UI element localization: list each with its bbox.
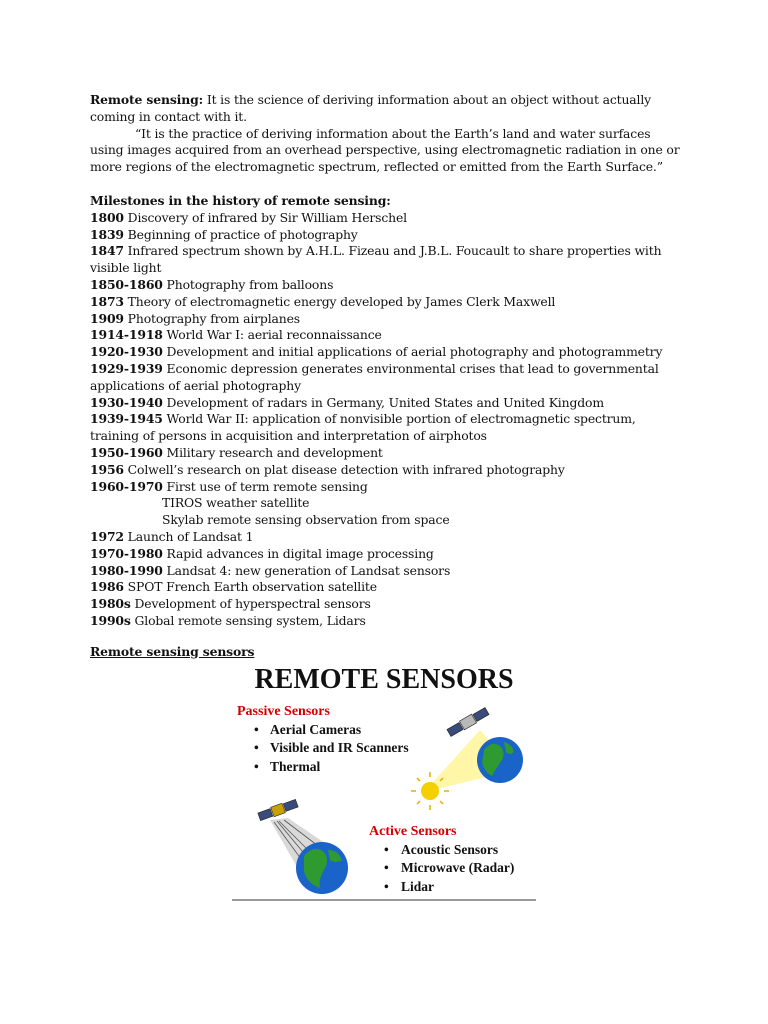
- active-item: Lidar: [401, 879, 435, 894]
- milestone-text: Beginning of practice of photography: [123, 226, 358, 242]
- active-heading: Active Sensors: [369, 824, 457, 839]
- milestone-year: 1980s: [90, 596, 131, 612]
- milestone-text: Discovery of infrared by Sir William Herschel: [123, 209, 407, 225]
- milestone-item: [90, 361, 680, 395]
- milestone-text: Landsat 4: new generation of Landsat sensors: [162, 562, 451, 578]
- definition-text: It is the science of deriving information about an object without actually coming in contact with it.: [90, 92, 652, 124]
- milestone-year: 1909: [90, 310, 124, 326]
- passive-bullet: •: [254, 722, 259, 737]
- sensors-heading: Remote sensing sensors: [90, 643, 255, 659]
- active-item: Microwave (Radar): [401, 860, 515, 875]
- milestone-item: [90, 277, 680, 294]
- milestone-year: 1970-1980: [90, 545, 163, 561]
- milestone-subitem: Skylab remote sensing observation from space: [162, 512, 450, 528]
- milestone-year: 1930-1940: [90, 394, 163, 410]
- active-bullet: •: [384, 842, 389, 857]
- milestone-text: Development and initial applications of aerial photography and photogrammetry: [162, 344, 663, 360]
- milestone-year: 1956: [90, 461, 124, 477]
- term-label: Remote sensing:: [90, 92, 204, 107]
- milestone-text: First use of term remote sensing: [162, 478, 368, 494]
- satellite-icon: [257, 798, 298, 821]
- milestone-year: 1914-1918: [90, 327, 163, 343]
- milestone-item: [90, 411, 680, 445]
- milestone-item: [90, 613, 680, 630]
- active-bullet: •: [384, 879, 389, 894]
- milestone-item: [90, 327, 680, 344]
- milestone-year: 1950-1960: [90, 444, 163, 460]
- milestone-item: [90, 579, 680, 596]
- milestone-text: Rapid advances in digital image processing: [162, 545, 434, 561]
- milestone-text: World War II: application of nonvisible portion of electromagnetic spectrum, training of persons in acquisition and interpretation of airphotos: [90, 411, 636, 444]
- milestone-text: Colwell’s research on plat disease detection with infrared photography: [123, 461, 565, 477]
- milestone-text: Military research and development: [162, 444, 383, 460]
- milestone-year: 1980-1990: [90, 562, 163, 578]
- milestone-item: [90, 311, 680, 328]
- milestone-year: 1972: [90, 528, 124, 544]
- passive-item: Aerial Cameras: [270, 722, 362, 737]
- milestone-year: 1800: [90, 209, 124, 225]
- milestone-subitem: TIROS weather satellite: [162, 495, 310, 511]
- earth-globe-icon: [477, 737, 523, 783]
- milestone-item: [90, 294, 680, 311]
- passive-item: Thermal: [270, 759, 321, 774]
- milestone-text: Launch of Landsat 1: [123, 528, 254, 544]
- milestone-list: [90, 210, 680, 496]
- milestone-list-continued: [90, 529, 680, 630]
- milestone-year: 1873: [90, 293, 124, 309]
- passive-item: Visible and IR Scanners: [270, 740, 409, 755]
- milestone-text: Photography from balloons: [162, 276, 334, 292]
- milestone-item: [90, 546, 680, 563]
- milestone-text: SPOT French Earth observation satellite: [123, 579, 377, 595]
- intro-definition: [90, 92, 680, 126]
- figure-title: REMOTE SENSORS: [254, 664, 514, 695]
- milestone-item: [90, 395, 680, 412]
- milestone-text: Infrared spectrum shown by A.H.L. Fizeau and J.B.L. Foucault to share properties with visible light: [90, 243, 662, 276]
- passive-heading: Passive Sensors: [237, 704, 330, 719]
- intro-quote: “It is the practice of deriving information about the Earth’s land and water surfaces using images acquired from an overhead perspective, using electromagnetic radiation in one or more regions of the electromagnetic spectrum, reflected or emitted from the Earth Surface.”: [90, 125, 680, 175]
- milestone-item: [90, 243, 680, 277]
- milestone-year: 1920-1930: [90, 344, 163, 360]
- milestone-item: [90, 596, 680, 613]
- remote-sensors-figure: [232, 660, 536, 901]
- milestone-year: 1960-1970: [90, 478, 163, 494]
- active-item: Acoustic Sensors: [401, 842, 499, 857]
- milestone-item: [90, 462, 680, 479]
- milestone-text: Development of radars in Germany, United States and United Kingdom: [162, 394, 604, 410]
- milestone-year: 1850-1860: [90, 276, 163, 292]
- milestone-year: 1939-1945: [90, 411, 163, 427]
- milestone-year: 1847: [90, 243, 124, 259]
- milestone-sublist: [90, 495, 680, 529]
- sun-icon: [421, 782, 439, 800]
- milestone-text: Global remote sensing system, Lidars: [130, 612, 366, 628]
- milestone-item: [90, 445, 680, 462]
- milestone-text: Theory of electromagnetic energy developed by James Clerk Maxwell: [123, 293, 556, 309]
- milestone-text: Development of hyperspectral sensors: [130, 596, 371, 612]
- milestones-heading: Milestones in the history of remote sensing:: [90, 192, 391, 208]
- milestone-item: [90, 344, 680, 361]
- milestone-item: [90, 479, 680, 496]
- milestone-text: Photography from airplanes: [123, 310, 300, 326]
- milestone-item: [90, 563, 680, 580]
- passive-bullet: •: [254, 759, 259, 774]
- passive-bullet: •: [254, 740, 259, 755]
- milestone-text: Economic depression generates environmental crises that lead to governmental applications of aerial photography: [90, 360, 659, 393]
- milestone-item: [90, 529, 680, 546]
- milestone-year: 1839: [90, 226, 124, 242]
- earth-globe-icon: [296, 842, 348, 894]
- milestone-year: 1929-1939: [90, 360, 163, 376]
- document-body: [90, 92, 680, 661]
- milestone-item: [90, 227, 680, 244]
- satellite-icon: [446, 707, 489, 738]
- active-bullet: •: [384, 860, 389, 875]
- milestone-item: [90, 210, 680, 227]
- milestone-text: World War I: aerial reconnaissance: [162, 327, 382, 343]
- milestone-year: 1990s: [90, 612, 131, 628]
- milestone-year: 1986: [90, 579, 124, 595]
